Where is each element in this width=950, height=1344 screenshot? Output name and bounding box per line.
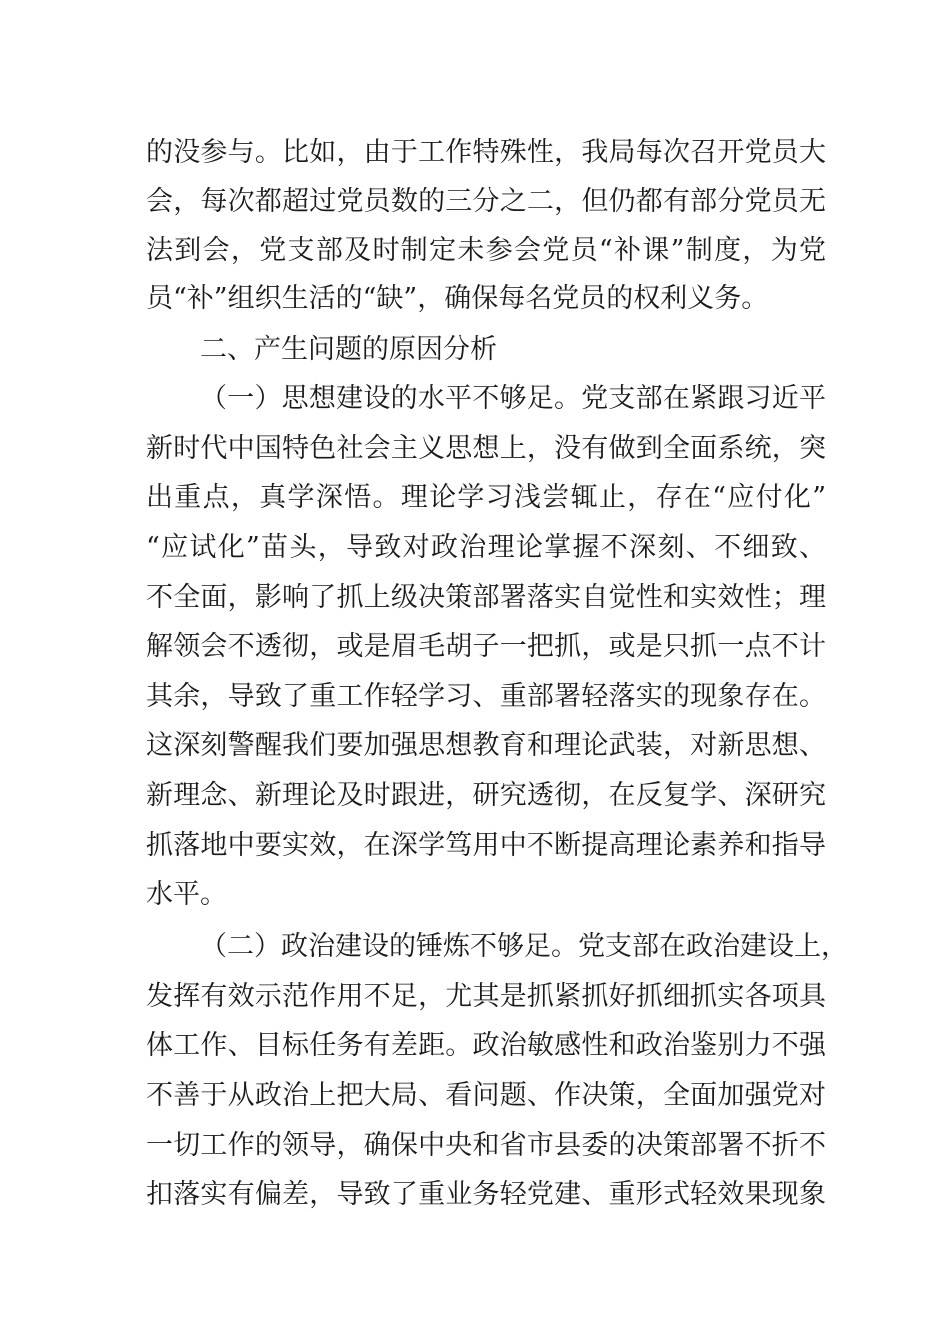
body-text-line: “应试化”苗头，导致对政治理论掌握不深刻、不细致、: [146, 532, 826, 563]
body-text-line: 不善于从政治上把大局、看问题、作决策，全面加强党对: [146, 1080, 826, 1111]
body-text-line: 一切工作的领导，确保中央和省市县委的决策部署不折不: [146, 1130, 826, 1161]
body-text-line: 发挥有效示范作用不足，尤其是抓紧抓好抓细抓实各项具: [146, 981, 826, 1012]
body-text-line: 这深刻警醒我们要加强思想教育和理论武装，对新思想、: [146, 730, 826, 761]
body-text-line: 解领会不透彻，或是眉毛胡子一把抓，或是只抓一点不计: [146, 631, 826, 662]
body-text-line: （一）思想建设的水平不够足。党支部在紧跟习近平: [200, 383, 826, 414]
body-text-line: 员“补”组织生活的“缺”，确保每名党员的权利义务。: [146, 283, 769, 314]
body-text-line: 扣落实有偏差，导致了重业务轻党建、重形式轻效果现象: [146, 1179, 826, 1210]
body-text-line: 水平。: [146, 879, 227, 910]
body-text-line: 法到会，党支部及时制定未参会党员“补课”制度，为党: [146, 235, 826, 266]
body-text-line: 的没参与。比如，由于工作特殊性，我局每次召开党员大: [146, 137, 826, 168]
body-text-line: 新时代中国特色社会主义思想上，没有做到全面系统，突: [146, 433, 826, 464]
body-text-line: 会，每次都超过党员数的三分之二，但仍都有部分党员无: [146, 186, 826, 217]
section-heading: 二、产生问题的原因分析: [200, 334, 497, 365]
body-text-line: 新理念、新理论及时跟进，研究透彻，在反复学、深研究: [146, 780, 826, 811]
body-text-line: （二）政治建设的锤炼不够足。党支部在政治建设上，: [200, 931, 848, 962]
body-text-line: 不全面，影响了抓上级决策部署落实自觉性和实效性；理: [146, 582, 826, 613]
body-text-line: 体工作、目标任务有差距。政治敏感性和政治鉴别力不强: [146, 1030, 826, 1061]
body-text-line: 抓落地中要实效，在深学笃用中不断提高理论素养和指导: [146, 830, 826, 861]
body-text-line: 出重点，真学深悟。理论学习浅尝辄止，存在“应付化”: [146, 482, 826, 513]
body-text-line: 其余，导致了重工作轻学习、重部署轻落实的现象存在。: [146, 681, 826, 712]
